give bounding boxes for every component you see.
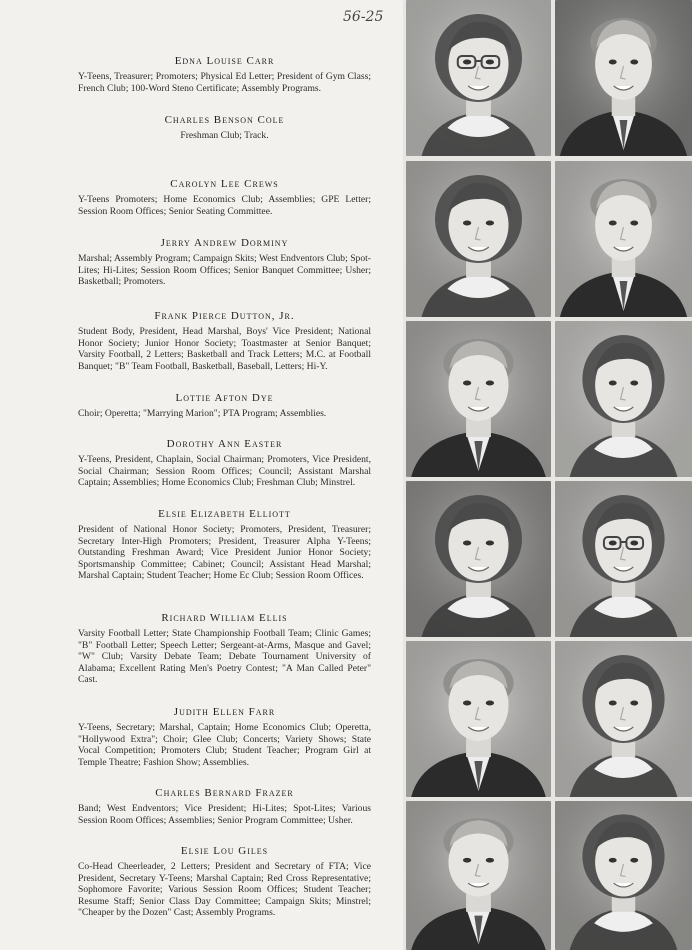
student-name: Charles Bernard Frazer bbox=[155, 787, 294, 799]
student-activities: Y-Teens Promoters; Home Economics Club; Assemblies; GPE Letter; Session Room Offices; Senior Seating Committee. bbox=[78, 194, 371, 217]
portrait-photo bbox=[406, 321, 551, 477]
student-name: Charles Benson Cole bbox=[164, 114, 285, 126]
student-activities: Y-Teens, Secretary; Marshal, Captain; Home Economics Club; Operetta, "Hollywood Extra"; Choir; Glee Club; Concerts; Variety Shows; State Vocal Competition; Promoters Club; Student Teacher; Program Girl at Temple Theatre; Fashion Show; Assemblies. bbox=[78, 722, 371, 768]
student-name: Jerry Andrew Dorminy bbox=[160, 237, 289, 249]
student-name: Judith Ellen Farr bbox=[173, 706, 276, 718]
portrait-photo bbox=[406, 0, 551, 156]
portrait-photo bbox=[406, 481, 551, 637]
student-activities: Band; West Endventors; Vice President; Hi-Lites; Spot-Lites; Various Session Room Offices; Assemblies; Senior Program Committee; Usher. bbox=[78, 803, 371, 826]
portrait-photo bbox=[555, 641, 692, 797]
student-name: Lottie Afton Dye bbox=[175, 392, 274, 404]
student-name: Carolyn Lee Crews bbox=[170, 178, 279, 190]
bio-entry bbox=[78, 310, 371, 372]
page-number: 56-25 bbox=[343, 9, 384, 25]
student-activities: Freshman Club; Track. bbox=[180, 130, 269, 141]
portrait-photo bbox=[555, 0, 692, 156]
portrait-photo bbox=[406, 641, 551, 797]
portrait-photo bbox=[555, 481, 692, 637]
student-activities: Varsity Football Letter; State Championship Football Team; Clinic Games; "B" Football Letter; Speech Letter; Sergeant-at-Arms, Masque and Gavel; "W" Club; Varsity Debate Team; Debate Tournament University of Alabama; Excellent Rating Men's Poetry Contest; "A Man Called Peter" Cast. bbox=[78, 628, 371, 686]
student-name: Elsie Elizabeth Elliott bbox=[158, 508, 291, 520]
bio-entry bbox=[78, 787, 371, 826]
portrait-photo bbox=[406, 801, 551, 950]
student-activities: Student Body, President, Head Marshal, Boys' Vice President; National Honor Society; Junior Honor Society; Toastmaster at Senior Banquet; Varsity Football, 2 Letters; Basketball and Track Letters; M.C. at Football Banquet; "B" Team Football, Basketball, Baseball, Letters; Hi-Y. bbox=[78, 326, 371, 372]
bio-entry bbox=[78, 55, 371, 94]
portrait-photo bbox=[406, 161, 551, 317]
student-activities: Choir; Operetta; "Marrying Marion"; PTA Program; Assemblies. bbox=[78, 408, 327, 419]
student-activities: President of National Honor Society; Promoters, President, Treasurer; Secretary Inter-High Promoters; President, Treasurer Alpha Y-Teens; Outstanding Freshman Award; Vice President Junior Honor Society; Sportsmanship Committee; Cabinet; Council; Assistant Head Marshal; Marshal Captain; Student Teacher; Home Ec Club; Session Room Offices. bbox=[78, 524, 371, 582]
portrait-photo bbox=[555, 321, 692, 477]
student-activities: Co-Head Cheerleader, 2 Letters; President and Secretary of FTA; Vice President, Secretary Y-Teens; Marshal Captain; Red Cross Representative; Sophomore Favorite; Various Session Room Offices; Student Teacher; Resume Staff; Senior Class Day Committee; Campaign Skits; Minstrel; "Cheaper by the Dozen" Cast; Assembly Programs. bbox=[78, 861, 371, 919]
bio-entry bbox=[78, 845, 371, 919]
bio-entry bbox=[78, 438, 371, 489]
student-name: Elsie Lou Giles bbox=[180, 845, 269, 857]
bio-entry bbox=[78, 114, 371, 142]
student-activities: Y-Teens, Treasurer; Promoters; Physical Ed Letter; President of Gym Class; French Club; 100-Word Steno Certificate; Assembly Programs. bbox=[78, 71, 371, 94]
bio-entry bbox=[78, 237, 371, 288]
student-activities: Marshal; Assembly Program; Campaign Skits; West Endventors Club; Spot-Lites; Hi-Lites; Session Room Offices; Senior Banquet Committee; Usher; Basketball; Promoters. bbox=[78, 253, 371, 288]
bio-entry bbox=[78, 392, 371, 420]
student-name: Richard William Ellis bbox=[161, 612, 288, 624]
bio-entry bbox=[78, 178, 371, 217]
student-name: Edna Louise Carr bbox=[174, 55, 275, 67]
bio-entry bbox=[78, 612, 371, 686]
student-name: Frank Pierce Dutton, Jr. bbox=[154, 310, 295, 322]
portrait-photo bbox=[555, 161, 692, 317]
bio-entry bbox=[78, 706, 371, 768]
portrait-photo bbox=[555, 801, 692, 950]
student-name: Dorothy Ann Easter bbox=[166, 438, 283, 450]
portrait-grid bbox=[403, 0, 692, 950]
bio-entry bbox=[78, 508, 371, 582]
student-activities: Y-Teens, President, Chaplain, Social Chairman; Promoters, Vice President, Social Chairman; Session Room Offices; Council; Assistant Marshal Captain; Assemblies; Home Economics Club; Freshman Club; Minstrel. bbox=[78, 454, 371, 489]
